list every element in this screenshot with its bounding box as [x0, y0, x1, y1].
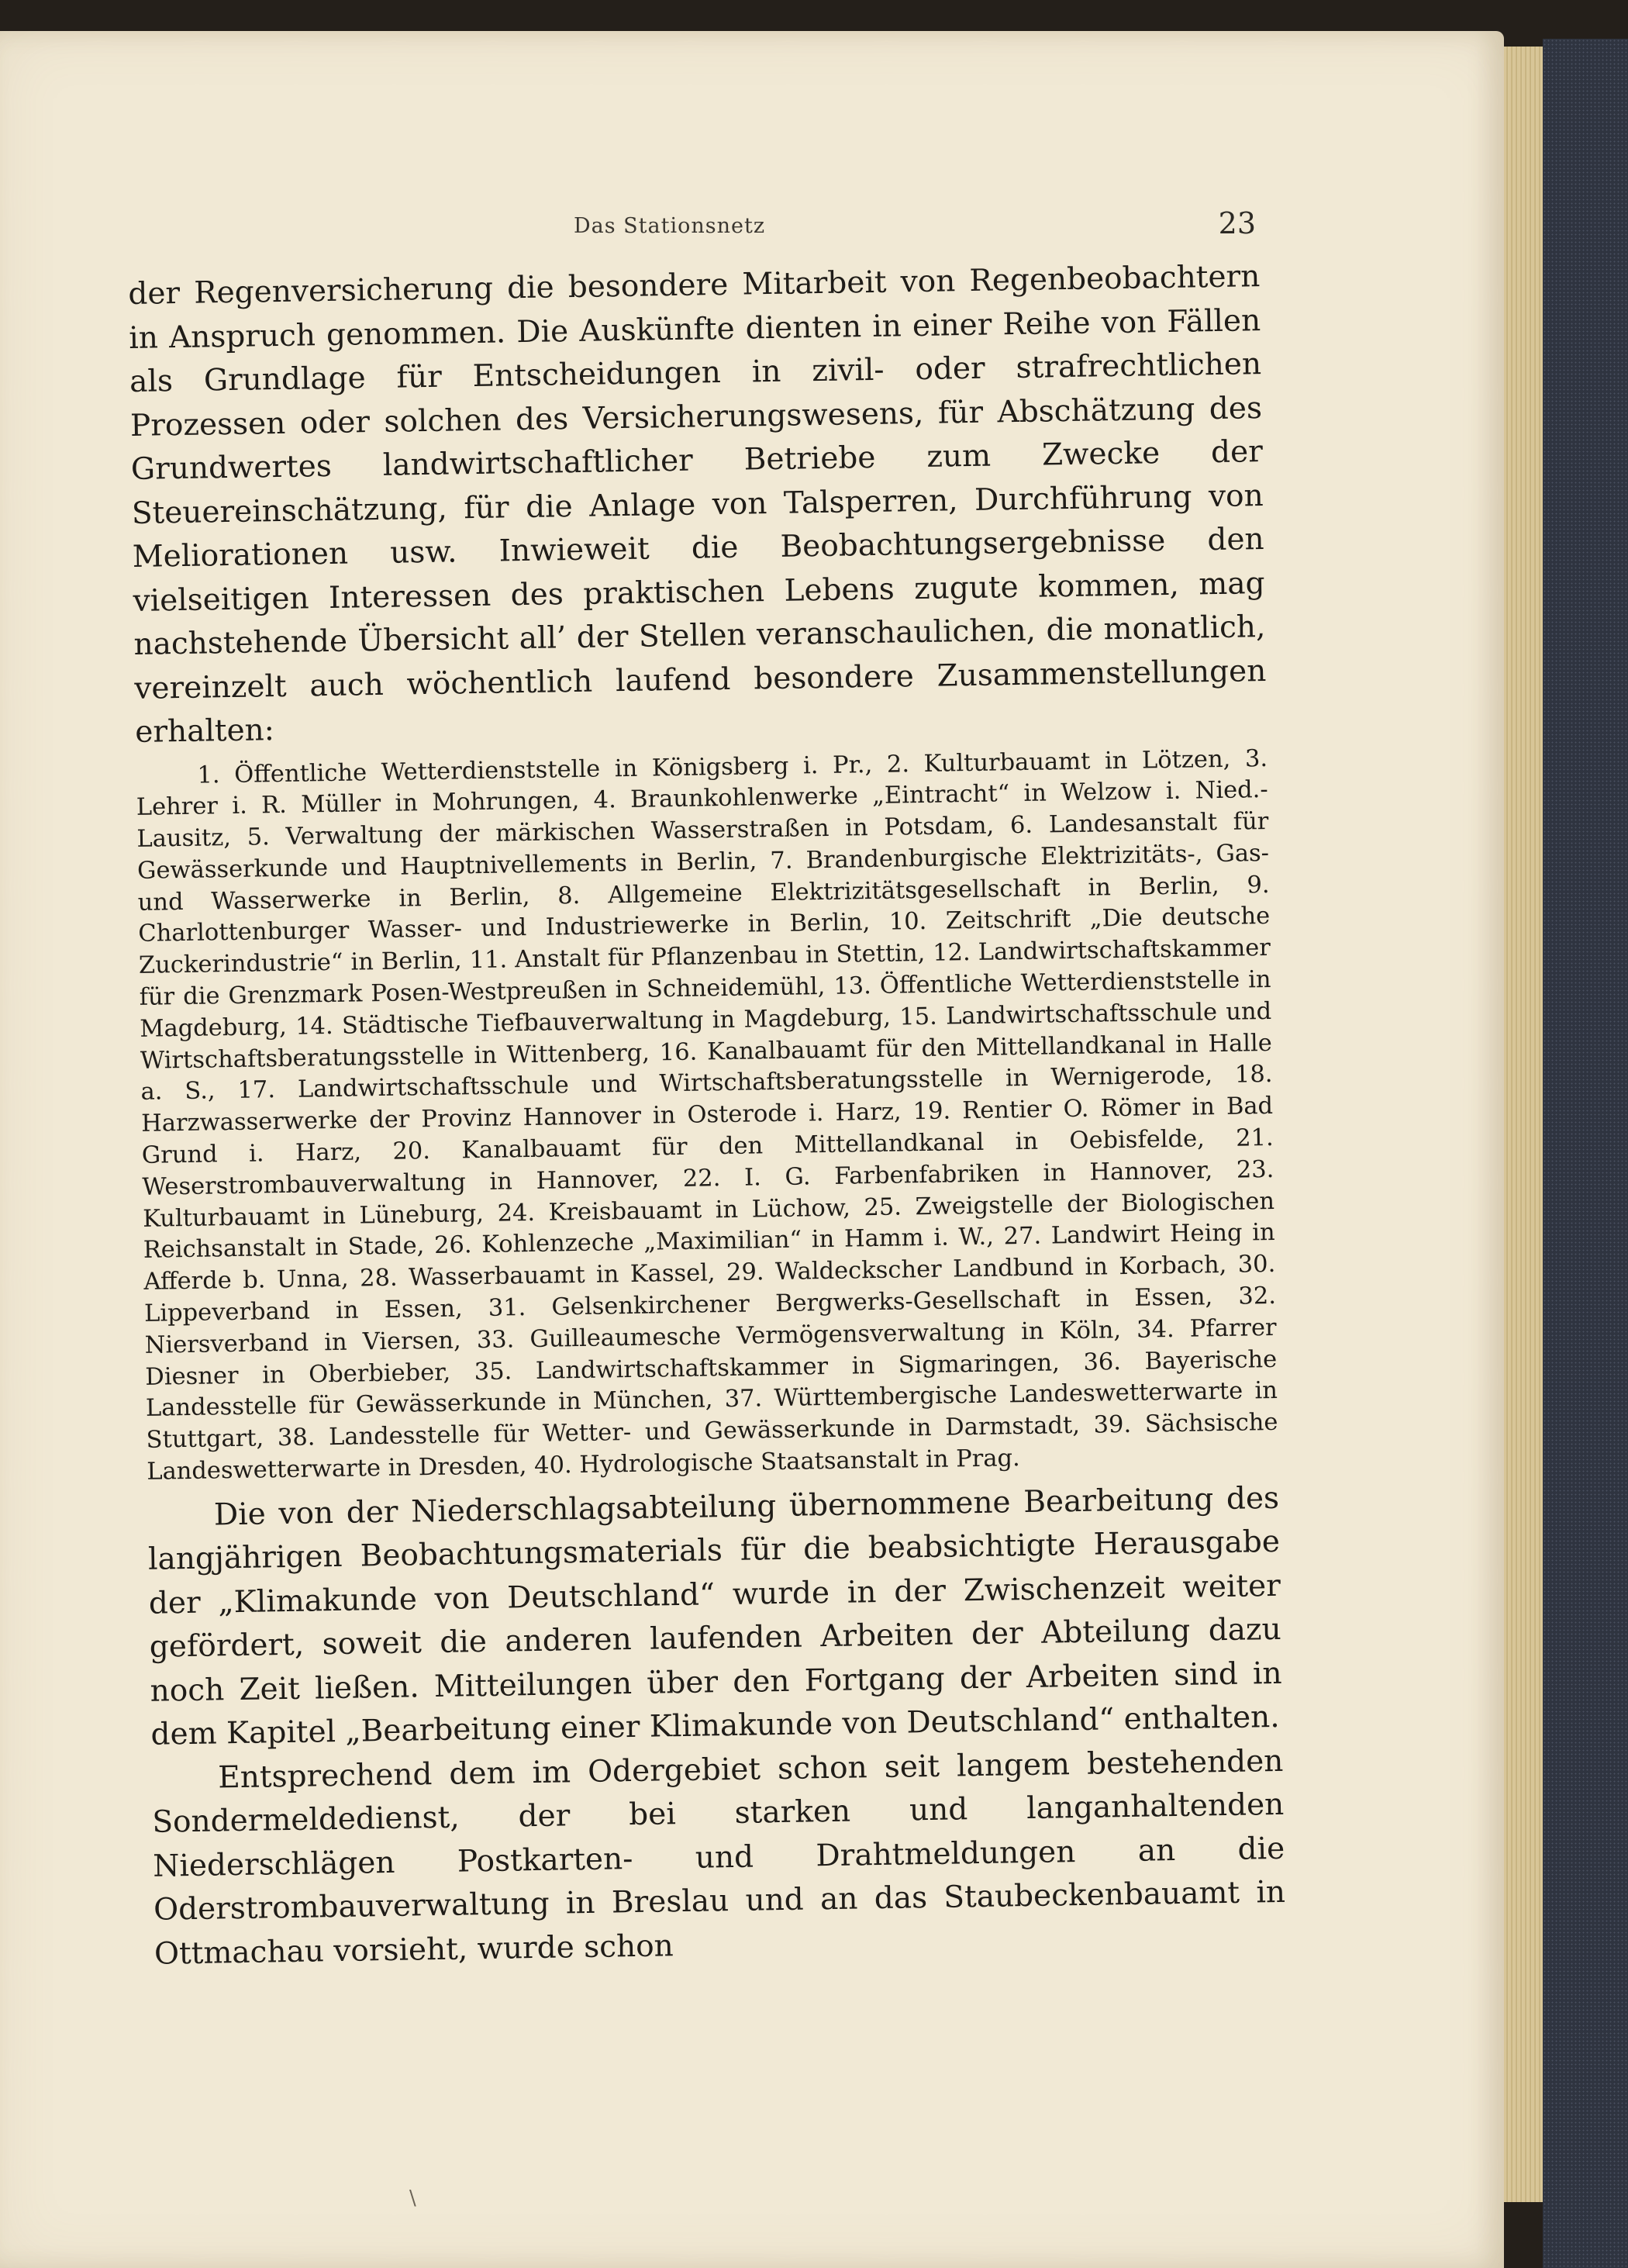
running-head: Das Stationsnetz	[574, 214, 766, 238]
paragraph-sondermeldedienst: Entsprechend dem im Odergebiet schon seit langem bestehenden Sondermeldedienst, der bei starken und langanhaltenden Niederschlägen Postkarten- und Drahtmeldungen an die Oderstrombauverwaltung in Breslau und an das Staubeckenbauamt in Ottmachau vorsieht, wurde schon	[152, 1743, 1286, 1972]
page-header	[574, 206, 1256, 253]
stray-mark: \	[409, 2187, 416, 2210]
paragraph-klimakunde: Die von der Niederschlagsabteilung übernommene Bearbeitung des langjährigen Beobachtungsmaterials für die beabsichtigte Herausgabe der „Klimakunde von Deutschland“ wurde in der Zwischenzeit weiter gefördert, soweit die anderen laufenden Arbeiten der Abteilung dazu noch Zeit ließen. Mitteilungen über den Fortgang der Arbeiten sind in dem Kapitel „Bearbeitung einer Klimakunde von Deutschland“ enthalten.	[147, 1480, 1282, 1753]
paragraph-regenversicherung: der Regenversicherung die besondere Mitarbeit von Regenbeobachtern in Anspruch genommen. Die Auskünfte dienten in einer Reihe von Fällen als Grundlage für Entscheidungen in zivil- oder strafrechtlichen Prozessen oder solchen des Versicherungswesens, für Abschätzung des Grundwertes landwirtschaftlicher Betriebe zum Zwecke der Steuereinschätzung, für die Anlage von Talsperren, Durchführung von Meliorationen usw. Inwieweit die Beobachtungsergebnisse den vielseitigen Interessen des praktischen Lebens zugute kommen, mag nachstehende Übersicht all’ der Stellen veranschaulichen, die monatlich, vereinzelt auch wöchentlich laufend besondere Zusammenstellungen erhalten:	[128, 259, 1267, 750]
book-spine	[1543, 39, 1628, 2268]
page-body	[128, 255, 1286, 1976]
book-page	[0, 31, 1504, 2268]
page-edges	[1504, 47, 1543, 2202]
page-number: 23	[1218, 206, 1256, 240]
recipient-list: 1. Öffentliche Wetterdienststelle in Königsberg i. Pr., 2. Kulturbauamt in Lötzen, 3. Lehrer i. R. Müller in Mohrungen, 4. Braunkohlenwerke „Eintracht“ in Welzow i. Nied.-Lausitz, 5. Verwaltung der märkischen Wasserstraßen in Potsdam, 6. Landesanstalt für Gewässerkunde und Hauptnivellements in Berlin, 7. Brandenburgische Elektrizitäts-, Gas- und Wasserwerke in Berlin, 8. Allgemeine Elektrizitätsgesellschaft in Berlin, 9. Charlottenburger Wasser- und Industriewerke in Berlin, 10. Zeitschrift „Die deutsche Zuckerindustrie“ in Berlin, 11. Anstalt für Pflanzenbau in Stettin, 12. Landwirtschaftskammer für die Grenzmark Posen-Westpreußen in Schneidemühl, 13. Öffentliche Wetterdienststelle in Magdeburg, 14. Städtische Tiefbauverwaltung in Magdeburg, 15. Landwirtschaftsschule und Wirtschaftsberatungsstelle in Wittenberg, 16. Kanalbauamt für den Mittellandkanal in Halle a. S., 17. Landwirtschaftsschule und Wirtschaftsberatungsstelle in Wernigerode, 18. Harzwasserwerke der Provinz Hannover in Osterode i. Harz, 19. Rentier O. Römer in Bad Grund i. Harz, 20. Kanalbauamt für den Mittellandkanal in Oebisfelde, 21. Weserstrombauverwaltung in Hannover, 22. I. G. Farbenfabriken in Hannover, 23. Kulturbauamt in Lüneburg, 24. Kreisbauamt in Lüchow, 25. Zweigstelle der Biologischen Reichsanstalt in Stade, 26. Kohlenzeche „Maximilian“ in Hamm i. W., 27. Landwirt Heing in Afferde b. Unna, 28. Wasserbauamt in Kassel, 29. Waldeckscher Landbund in Korbach, 30. Lippeverband in Essen, 31. Gelsenkirchener Bergwerks-Gesellschaft in Essen, 32. Niersverband in Viersen, 33. Guilleaumesche Vermögensverwaltung in Köln, 34. Pfarrer Diesner in Oberbieber, 35. Landwirtschaftskammer in Sigmaringen, 36. Bayerische Landesstelle für Gewässerkunde in München, 37. Württembergische Landeswetterwarte in Stuttgart, 38. Landesstelle für Wetter- und Gewässerkunde in Darmstadt, 39. Sächsische Landeswetterwarte in Dresden, 40. Hydrologische Staatsanstalt in Prag.	[136, 744, 1278, 1486]
